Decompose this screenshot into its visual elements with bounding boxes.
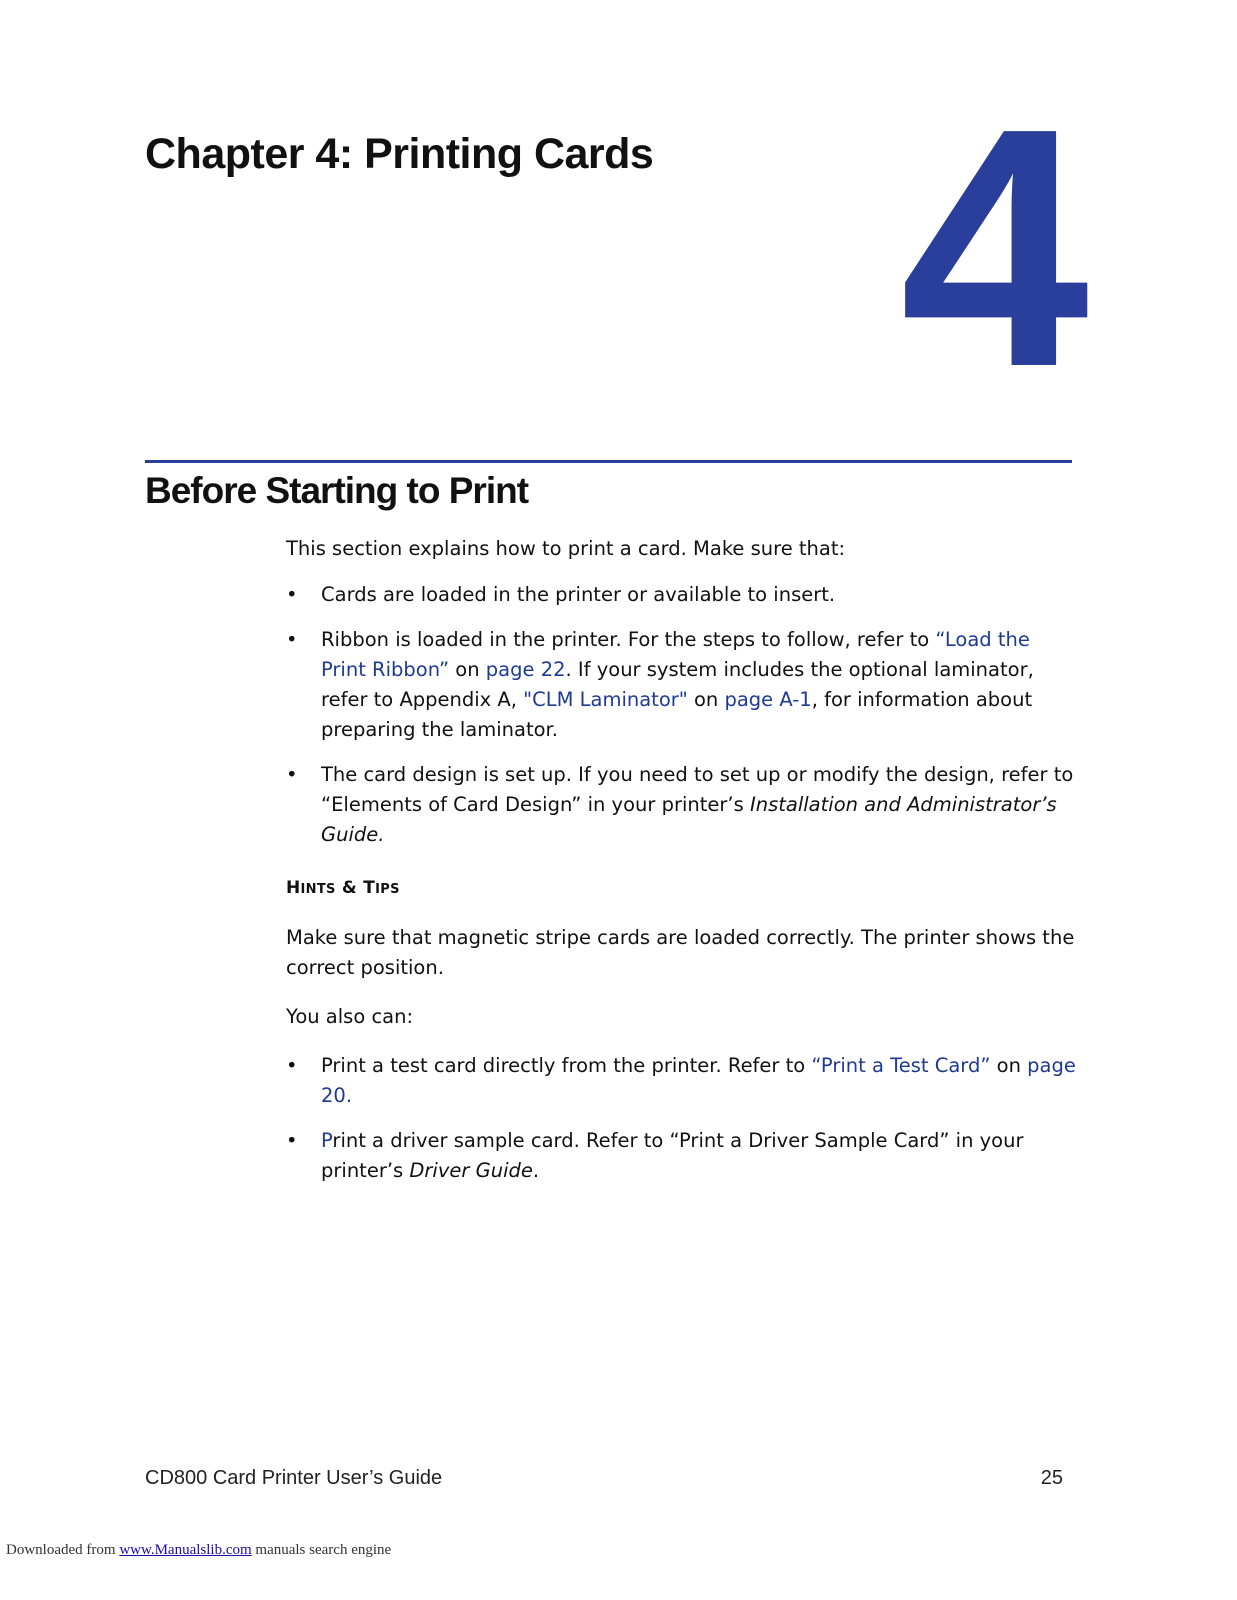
section-divider [145, 460, 1072, 463]
manualslib-link[interactable]: www.Manualslib.com [119, 1542, 252, 1558]
bullet-first-letter: P [321, 1129, 333, 1152]
list-item [286, 1051, 1076, 1111]
also-paragraph: You also can: [286, 1005, 414, 1028]
magstripe-paragraph: Make sure that magnetic stripe cards are loaded correctly. The printer shows the correct position. [286, 926, 1075, 979]
list-item [286, 625, 1076, 745]
download-suffix: manuals search engine [251, 1542, 392, 1558]
bullet-symbol: • [286, 1129, 298, 1152]
download-watermark [6, 1542, 391, 1559]
bullet-text: Print a test card directly from the printer. Refer to [321, 1054, 812, 1077]
link-page-20[interactable]: page 20. [321, 1054, 1076, 1107]
link-page-a-1[interactable]: page A-1 [724, 688, 812, 711]
chapter-number: 4 [900, 58, 1080, 438]
download-prefix: Downloaded from [6, 1542, 120, 1558]
bullet-text: Cards are loaded in the printer or available to insert. [321, 583, 836, 606]
heading-letter: H [286, 878, 301, 898]
list-item [286, 1126, 1076, 1186]
bullet-text: Ribbon is loaded in the printer. For the steps to follow, refer to [321, 628, 936, 651]
link-print-test-card[interactable]: “Print a Test Card” [811, 1054, 991, 1077]
heading-smallcaps: IPS [375, 882, 400, 897]
bullet-symbol: • [286, 628, 298, 651]
intro-paragraph: This section explains how to print a card. Make sure that: [286, 537, 846, 560]
bullet-symbol: • [286, 1054, 298, 1077]
heading-amp: & [335, 878, 364, 898]
bullet-symbol: • [286, 763, 298, 786]
bullet-text: , for information about preparing the laminator. [321, 688, 1033, 741]
link-load-print-ribbon[interactable]: “Load the Print Ribbon” [321, 628, 1030, 681]
bullet-text: on [449, 658, 486, 681]
section-body [286, 534, 1076, 1201]
hints-tips-heading [286, 873, 1076, 905]
bullet-text: on [990, 1054, 1028, 1077]
guide-title-italic: Installation and Administrator’s Guide. [321, 793, 1057, 846]
list-item [286, 580, 1076, 610]
bullet-text: . [532, 1159, 540, 1182]
heading-smallcaps: INTS [300, 882, 336, 897]
bullet-text: rint a driver sample card. Refer to “Print a Driver Sample Card” in your printer’s [321, 1129, 1024, 1182]
bullet-text: on [687, 688, 725, 711]
footer-guide-title: CD800 Card Printer User’s Guide [145, 1467, 443, 1489]
section-title: Before Starting to Print [145, 470, 529, 511]
link-page-22[interactable]: page 22 [485, 658, 566, 681]
bullet-text: . If your system includes the optional laminator, refer to Appendix A, [321, 658, 1034, 711]
chapter-title: Chapter 4: Printing Cards [145, 130, 654, 178]
driver-guide-italic: Driver Guide [409, 1159, 533, 1182]
footer-page-number: 25 [1040, 1467, 1063, 1489]
link-clm-laminator[interactable]: "CLM Laminator" [523, 688, 688, 711]
bullet-text: The card design is set up. If you need to set up or modify the design, refer to “Elements of Card Design” in your printer’s [321, 763, 1074, 816]
heading-letter: T [363, 878, 376, 898]
bullet-symbol: • [286, 583, 298, 606]
list-item [286, 760, 1076, 850]
